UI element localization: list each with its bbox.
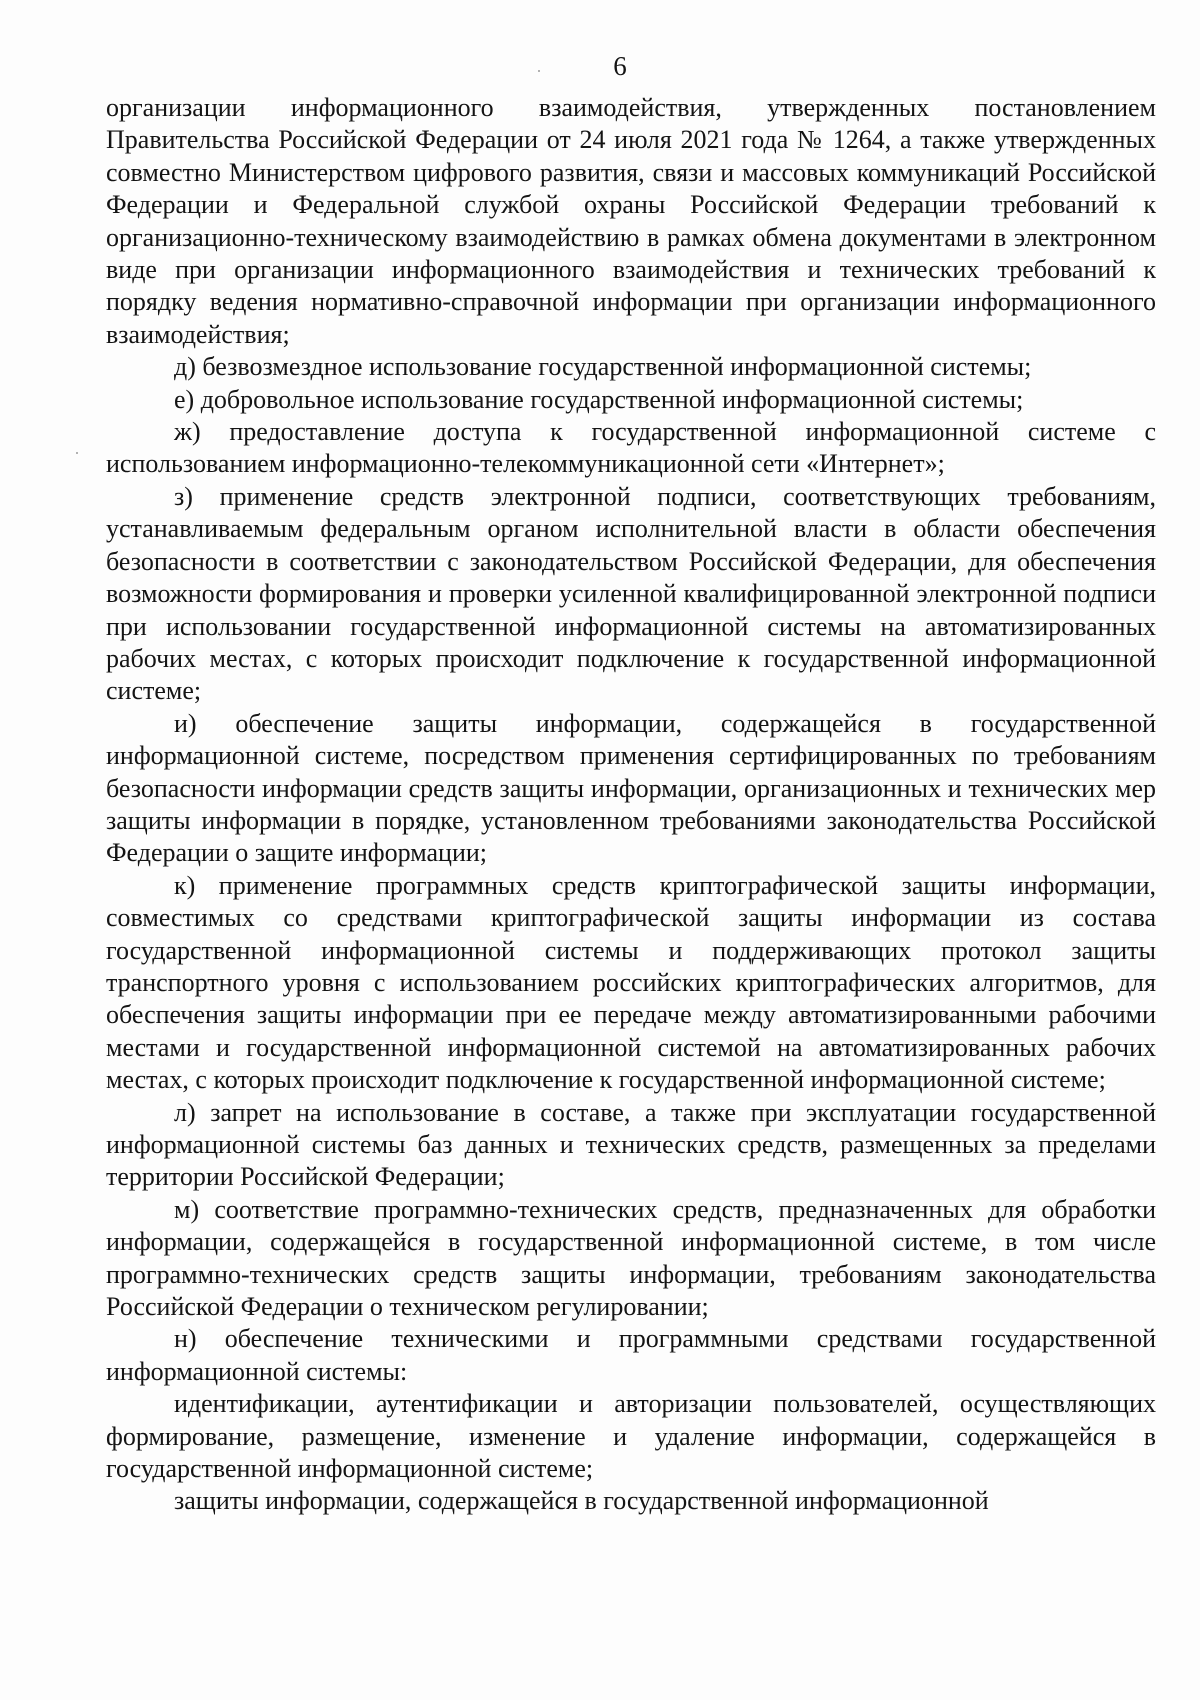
page-number: 6	[613, 51, 627, 81]
scan-artifact-dot	[76, 452, 78, 454]
paragraph-item-m: м) соответствие программно-технических средств, предназначенных для обработки информации, содержащейся в государственной информационной системе, в том числе программно-технических средств защиты информации, требованиям законодательства Российской Федерации о техническом регулировании;	[106, 1194, 1156, 1322]
paragraph-item-e: е) добровольное использование государственной информационной системы;	[174, 384, 1024, 414]
paragraph-item-i: и) обеспечение защиты информации, содержащейся в государственной информационной системе, посредством применения сертифицированных по требованиям безопасности информации средств защиты информации, организационных и технических мер защиты информации в порядке, установленном требованиями законодательства Российской Федерации о защите информации;	[106, 708, 1156, 868]
document-body	[106, 92, 1156, 1518]
paragraph-item-k: к) применение программных средств криптографической защиты информации, совместимых со средствами криптографической защиты информации из состава государственной информационной системы и поддерживающих протокол защиты транспортного уровня с использованием российских криптографических алгоритмов, для обеспечения защиты информации при ее передаче между автоматизированными рабочими местами и государственной информационной системой на автоматизированных рабочих местах, с которых происходит подключение к государственной информационной системе;	[106, 870, 1156, 1095]
paragraph-item-d: д) безвозмездное использование государственной информационной системы;	[174, 352, 1032, 382]
paragraph-item-l: л) запрет на использование в составе, а также при эксплуатации государственной информационной системы баз данных и технических средств, размещенных за пределами территории Российской Федерации;	[106, 1097, 1156, 1192]
paragraph-item-zh: ж) предоставление доступа к государственной информационной системе с использованием информационно-телекоммуникационной сети «Интернет»;	[106, 417, 1156, 479]
paragraph-continuation: организации информационного взаимодействия, утвержденных постановлением Правительства Российской Федерации от 24 июля 2021 года № 1264, а также утвержденных совместно Министерством цифрового развития, связи и массовых коммуникаций Российской Федерации и Федеральной службой охраны Российской Федерации требований к организационно-техническому взаимодействию в рамках обмена документами в электронном виде при организации информационного взаимодействия и технических требований к порядку ведения нормативно-справочной информации при организации информационного взаимодействия;	[106, 93, 1156, 349]
paragraph-subitem-protection: защиты информации, содержащейся в государственной информационной	[174, 1486, 989, 1516]
paragraph-item-n: н) обеспечение техническими и программными средствами государственной информационной системы:	[106, 1324, 1156, 1386]
paragraph-item-z: з) применение средств электронной подписи, соответствующих требованиям, устанавливаемым федеральным органом исполнительной власти в области обеспечения безопасности в соответствии с законодательством Российской Федерации, для обеспечения возможности формирования и проверки усиленной квалифицированной электронной подписи при использовании государственной информационной системы на автоматизированных рабочих местах, с которых происходит подключение к государственной информационной системе;	[106, 481, 1156, 706]
paragraph-subitem-identification: идентификации, аутентификации и авторизации пользователей, осуществляющих формирование, размещение, изменение и удаление информации, содержащейся в государственной информационной системе;	[106, 1389, 1156, 1484]
scan-artifact-dot	[538, 70, 540, 72]
